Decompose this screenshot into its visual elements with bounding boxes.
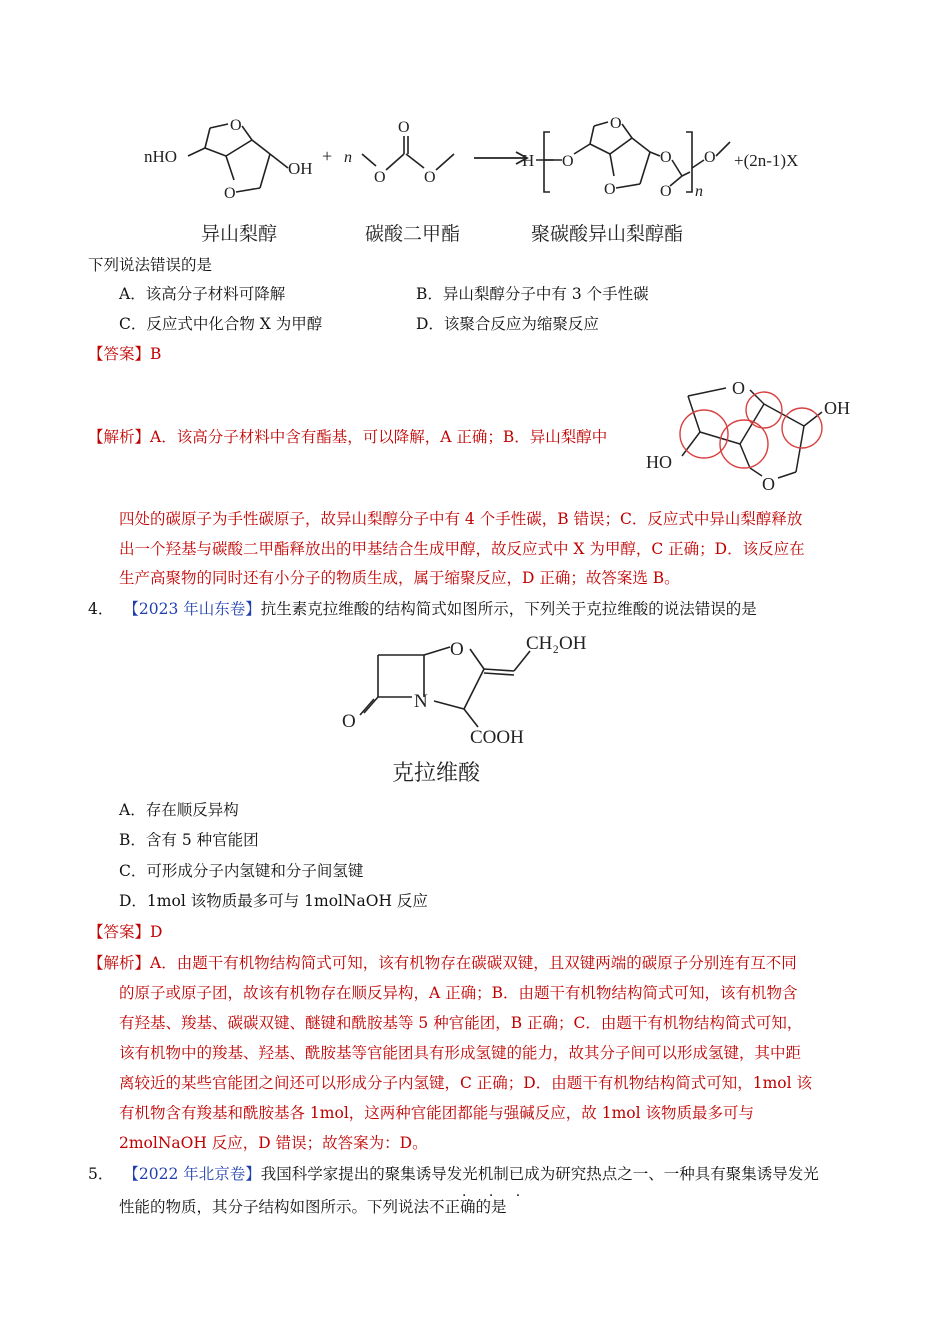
q4-answer-value: D	[150, 923, 163, 941]
keto-o-text: O	[342, 711, 356, 732]
oh-text: OH	[288, 159, 313, 178]
chiral-o-bottom: O	[762, 474, 775, 494]
isosorbide-structure	[144, 117, 313, 202]
byproduct-text: +(2n-1)X	[734, 151, 799, 170]
polymer-structure	[522, 115, 730, 200]
o-link2-text: O	[660, 149, 672, 166]
q4-source: 【2023 年山东卷】	[123, 600, 261, 618]
q5-source: 【2022 年北京卷】	[123, 1165, 261, 1183]
q3-option-c: C．反应式中化合物 X 为甲醇	[119, 315, 323, 333]
isosorbide-chiral-structure	[640, 368, 870, 498]
q4-analysis-line6: 有机物含有羧基和酰胺基各 1mol，这两种官能团都能与强碱反应，故 1mol 该物质最多可与	[119, 1104, 754, 1122]
q4-answer-tag: 【答案】	[88, 923, 151, 941]
q3-analysis-text1: A．该高分子材料中含有酯基，可以降解，A 正确；B．异山梨醇中	[150, 428, 608, 446]
q5-stem-line2: 性能的物质，其分子结构如图所示。下列说法不正确的是	[119, 1198, 507, 1216]
q4-stem	[88, 598, 757, 620]
ch2oh-text: CH₂OH	[526, 633, 587, 654]
o-link1-text: O	[562, 153, 574, 170]
q5-stem-line1	[88, 1163, 819, 1185]
h-text: H	[522, 151, 535, 170]
q3-answer-value: B	[150, 345, 162, 363]
o-ring2-text: O	[604, 181, 616, 198]
nho-text: nHO	[144, 147, 178, 166]
clavulanic-acid-structure	[330, 625, 620, 755]
q3-answer-tag: 【答案】	[88, 345, 151, 363]
label-polymer: 聚碳酸异山梨醇酯	[531, 223, 684, 245]
q3-analysis-line3: 出一个羟基与碳酸二甲酯释放出的甲基结合生成甲醇，故反应式中 X 为甲醇，C 正确；D．该反应在	[119, 540, 805, 558]
reaction-arrow	[474, 152, 527, 164]
emphasis-dots: · · ·	[462, 1188, 530, 1204]
reaction-scheme	[130, 110, 830, 210]
clavulanic-acid-label: 克拉维酸	[392, 761, 481, 786]
o-ester2-text: O	[424, 169, 436, 186]
q4-analysis-line1	[88, 952, 797, 974]
cooh-text: COOH	[470, 727, 524, 748]
chiral-ho: HO	[646, 452, 672, 472]
o-carbonyl2-text: O	[660, 183, 672, 200]
q3-option-a: A．该高分子材料可降解	[119, 285, 286, 303]
o-end-text: O	[704, 149, 716, 166]
plus-text: +	[322, 146, 333, 166]
q4-answer	[88, 921, 162, 943]
chiral-o-top: O	[732, 378, 745, 398]
n-text: n	[344, 149, 352, 166]
q3-analysis-line2: 四处的碳原子为手性碳原子，故异山梨醇分子中有 4 个手性碳，B 错误；C．反应式中异山梨醇释放	[119, 510, 803, 528]
q4-analysis-line2: 的原子或原子团，故该有机物存在顺反异构，A 正确；B．由题干有机物结构简式可知，该有机物含	[119, 984, 798, 1002]
q4-analysis-line3: 有羟基、羧基、碳碳双键、醚键和酰胺基等 5 种官能团，B 正确；C．由题干有机物结构简式可知，	[119, 1014, 803, 1032]
q4-option-d: D．1mol 该物质最多可与 1molNaOH 反应	[119, 892, 428, 910]
q4-option-a: A．存在顺反异构	[119, 801, 239, 819]
o-carbonyl-text: O	[398, 119, 410, 136]
q4-analysis-line7: 2molNaOH 反应，D 错误；故答案为：D。	[119, 1134, 428, 1152]
q3-analysis-tag: 【解析】	[88, 428, 151, 446]
q3-stem: 下列说法错误的是	[88, 256, 213, 274]
q3-option-b: B．异山梨醇分子中有 3 个手性碳	[416, 285, 649, 303]
o-bottom-text: O	[224, 185, 236, 202]
ring-n-text: N	[414, 691, 428, 712]
chiral-oh: OH	[824, 398, 850, 418]
q3-answer	[88, 343, 161, 365]
label-isosorbide: 异山梨醇	[201, 223, 278, 245]
q4-analysis-tag: 【解析】	[88, 954, 151, 972]
q3-option-d: D．该聚合反应为缩聚反应	[416, 315, 599, 333]
q4-analysis-line5: 离较近的某些官能团之间还可以形成分子内氢键，C 正确；D．由题干有机物结构简式可知，1mol 该	[119, 1074, 812, 1092]
q5-stem-text1: 我国科学家提出的聚集诱导发光机制已成为研究热点之一、一种具有聚集诱导发光	[260, 1165, 819, 1183]
q3-analysis-line4: 生产高聚物的同时还有小分子的物质生成，属于缩聚反应，D 正确；故答案选 B。	[119, 569, 680, 587]
q4-option-c: C．可形成分子内氢键和分子间氢键	[119, 862, 364, 880]
q3-analysis-line1	[88, 426, 607, 448]
q4-analysis-line4: 该有机物中的羧基、羟基、酰胺基等官能团具有形成氢键的能力，故其分子间可以形成氢键，其中距	[119, 1044, 802, 1062]
n-subscript-text: n	[695, 183, 703, 200]
q4-stem-text: 抗生素克拉维酸的结构简式如图所示，下列关于克拉维酸的说法错误的是	[260, 600, 757, 618]
ring-o-text: O	[450, 639, 464, 660]
o-top-text: O	[230, 117, 242, 134]
q4-option-b: B．含有 5 种官能团	[119, 831, 259, 849]
o-ester1-text: O	[374, 169, 386, 186]
q4-analysis-text1: A．由题干有机物结构简式可知，该有机物存在碳碳双键，且双键两端的碳原子分别连有互不同	[150, 954, 797, 972]
label-dmc: 碳酸二甲酯	[365, 223, 461, 245]
q5-number: 5．	[88, 1165, 114, 1183]
o-ring1-text: O	[610, 115, 622, 132]
dmc-structure	[344, 119, 454, 186]
q4-number: 4．	[88, 600, 114, 618]
